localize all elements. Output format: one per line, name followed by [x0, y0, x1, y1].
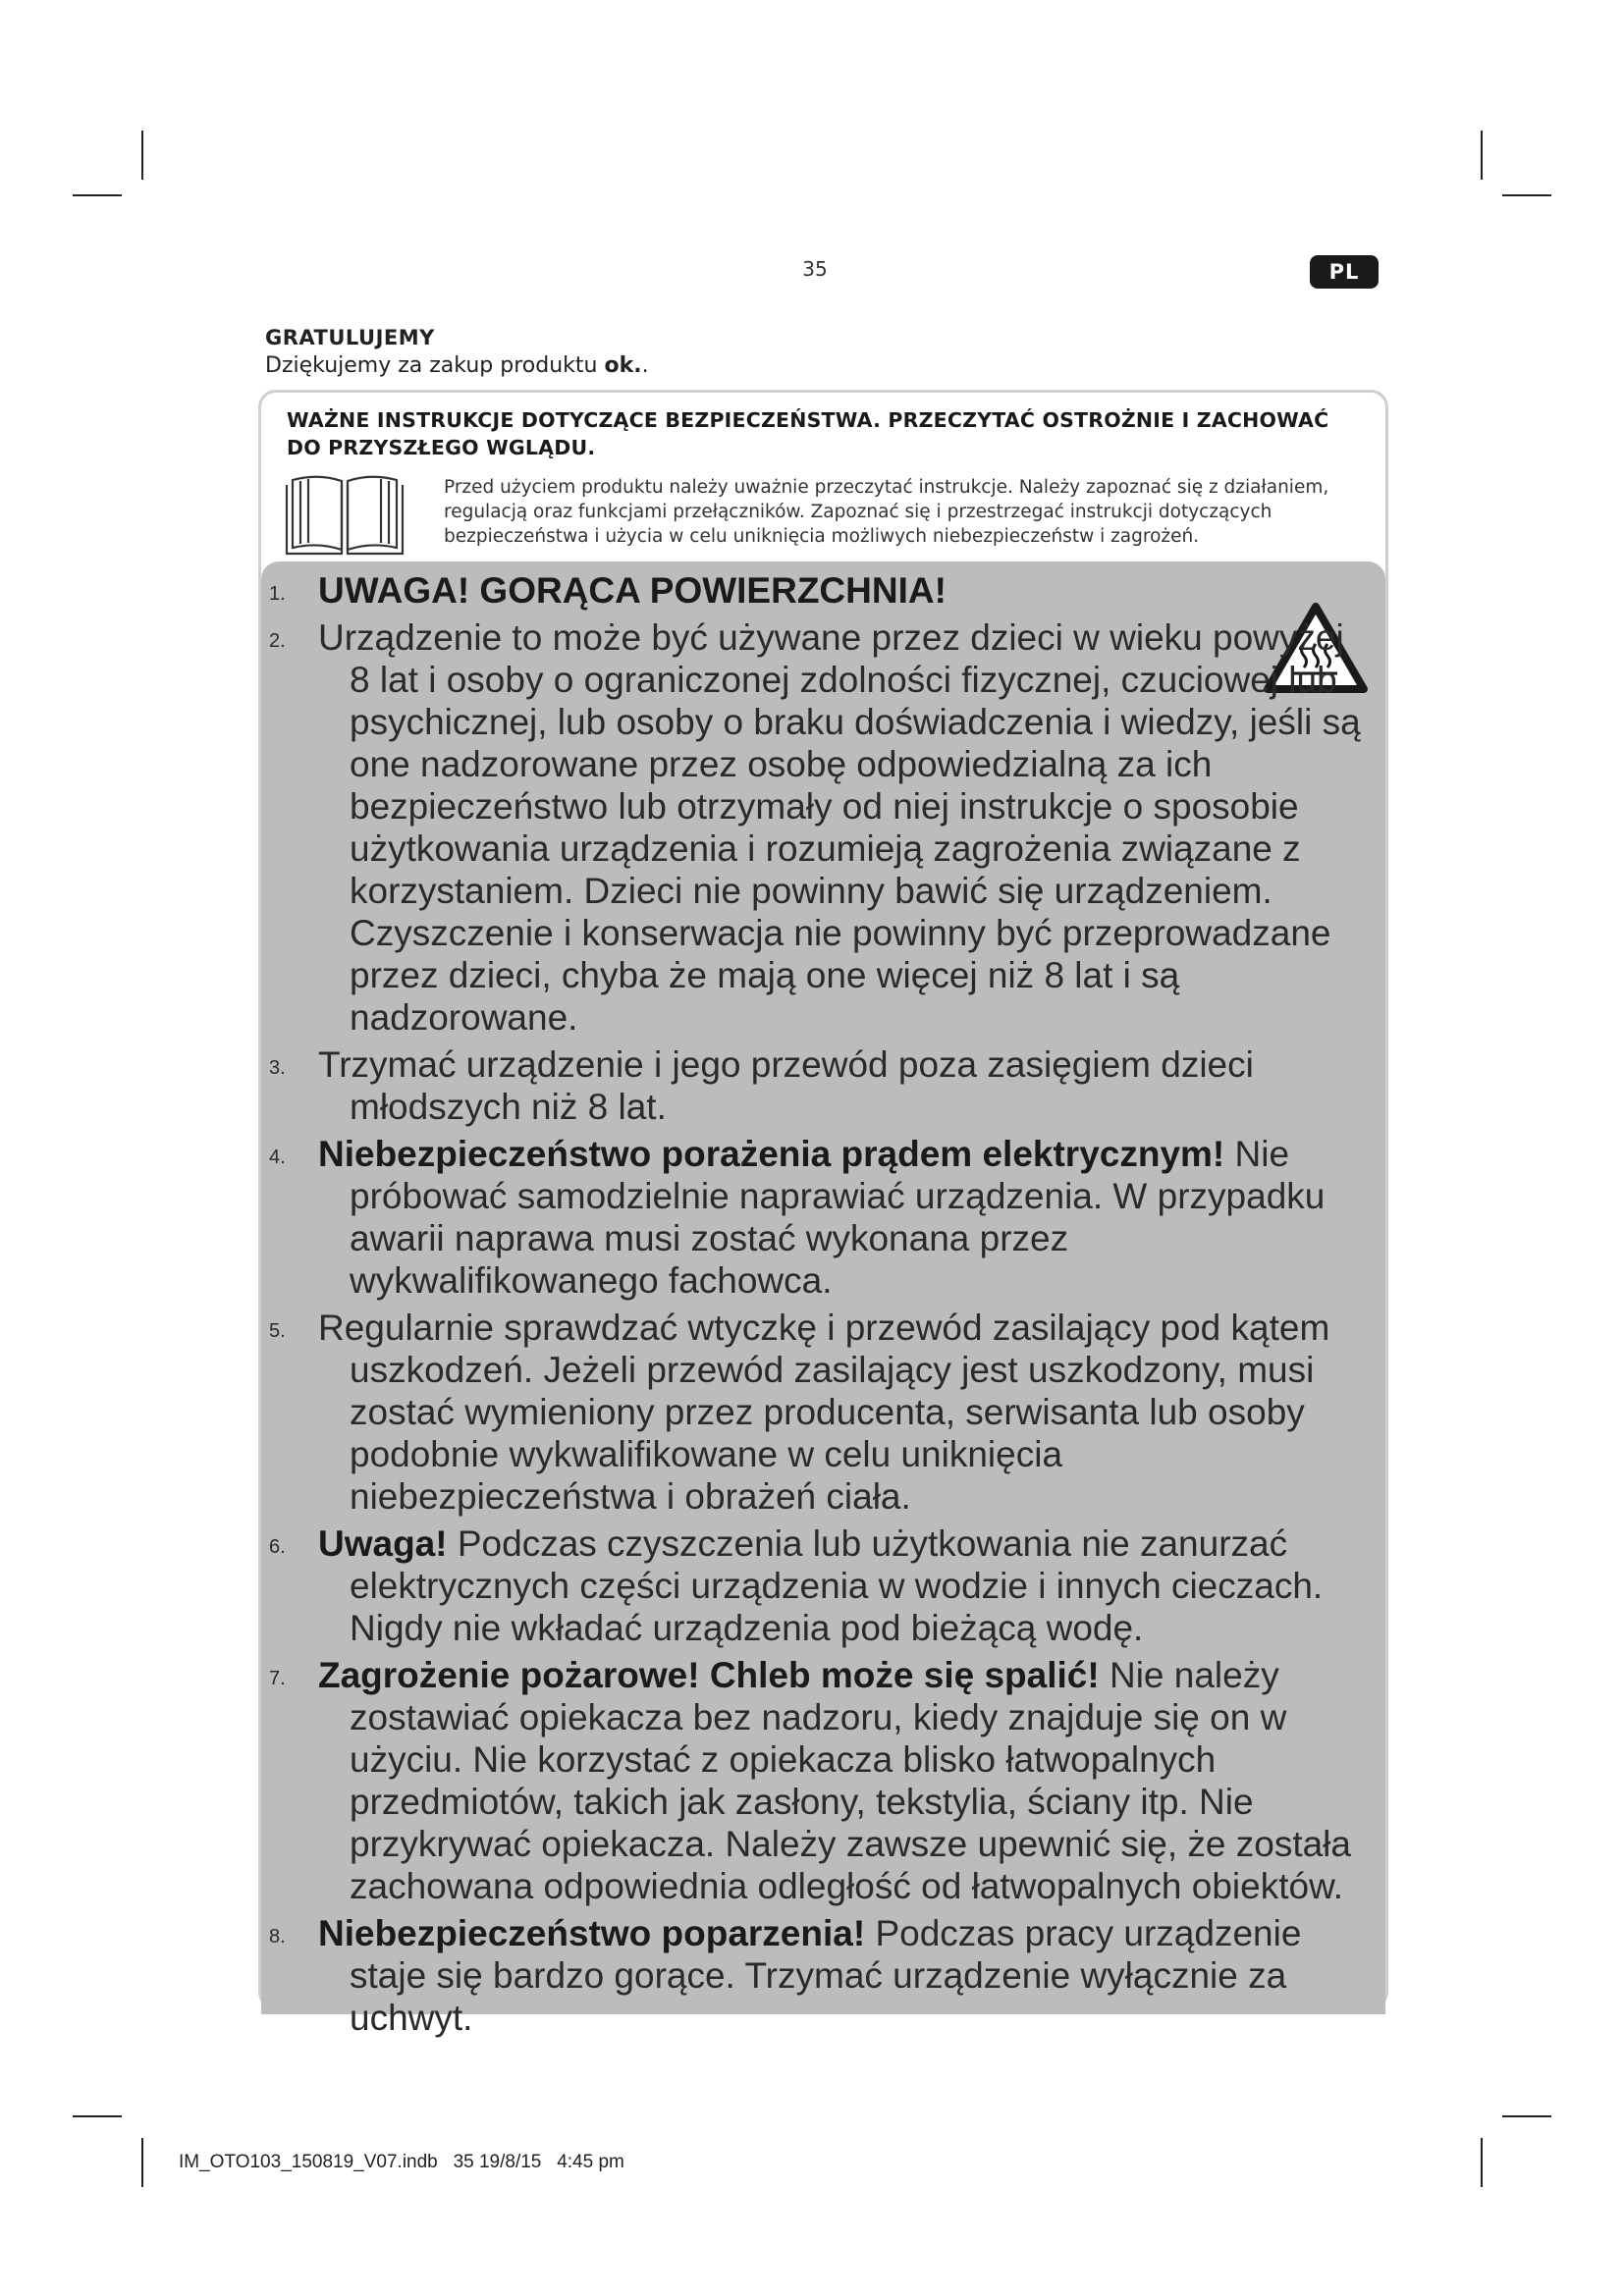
item-number: 6. [269, 1536, 286, 1558]
safety-intro [261, 393, 1385, 560]
congratulations-title: GRATULUJEMY [265, 326, 435, 349]
safety-instructions-box [258, 390, 1388, 2038]
page-number: 35 [802, 257, 828, 281]
item-heading: UWAGA! GORĄCA POWIERZCHNIA! [318, 570, 947, 611]
item-number: 3. [269, 1057, 286, 1079]
list-item [261, 1522, 1378, 1649]
list-item [261, 1307, 1378, 1518]
list-item [261, 616, 1378, 1039]
crop-mark [73, 2115, 122, 2117]
congratulations-section [265, 324, 1384, 381]
thank-you-text [265, 351, 1384, 381]
item-heading: Niebezpieczeństwo porażenia prądem elektrycznym! [318, 1134, 1225, 1174]
brand-name: ok. [604, 353, 642, 378]
item-text: Nie próbować samodzielnie naprawiać urządzenia. W przypadku awarii naprawa musi zostać wykonana przez wykwalifikowanego fachowca. [350, 1134, 1326, 1301]
item-text: Regularnie sprawdzać wtyczkę i przewód zasilający pod kątem uszkodzeń. Jeżeli przewód zasilający jest uszkodzony, musi zostać wymieniony przez producenta, serwisanta lub osoby podobnie wykwalifikowane w celu uniknięcia niebezpieczeństwa i obrażeń ciała. [318, 1308, 1330, 1517]
item-number: 8. [269, 1926, 286, 1948]
crop-mark [1502, 194, 1551, 196]
thank-you-prefix: Dziękujemy za zakup produktu [265, 353, 605, 378]
item-text: Podczas pracy urządzenie staje się bardzo gorące. Trzymać urządzenie wyłącznie za uchwyt. [350, 1913, 1302, 2038]
item-heading: Niebezpieczeństwo poparzenia! [318, 1913, 866, 1953]
crop-mark [1481, 2138, 1483, 2187]
item-text: Trzymać urządzenie i jego przewód poza zasięgiem dzieci młodszych niż 8 lat. [318, 1044, 1254, 1127]
item-number: 2. [269, 630, 286, 652]
item-text: Nie należy zostawiać opiekacza bez nadzoru, kiedy znajduje się on w użyciu. Nie korzystać z opiekacza blisko łatwopalnych przedmiotów, takich jak zasłony, tekstylia, ściany itp. Nie przykrywać opiekacza. Należy zawsze upewnić się, że została zachowana odpowiednia odległość od łatwopalnych obiektów. [350, 1655, 1351, 1906]
item-heading: Zagrożenie pożarowe! Chleb może się spalić! [318, 1655, 1100, 1695]
item-text: Podczas czyszczenia lub użytkowania nie zanurzać elektrycznych części urządzenia w wodzie i innych cieczach. Nigdy nie wkładać urządzenia pod bieżącą wodę. [350, 1523, 1324, 1648]
item-number: 5. [269, 1320, 286, 1342]
list-item [261, 1912, 1378, 2039]
item-text: Urządzenie to może być używane przez dzieci w wieku powyżej 8 lat i osoby o ograniczonej zdolności fizycznej, czuciowej lub psychicznej, lub osoby o braku doświadczenia i wiedzy, jeśli są one nadzorowane przez osobę odpowiedzialną za ich bezpieczeństwo lub otrzymały od niej instrukcje o sposobie użytkowania urządzenia i rozumieją zagrożenia związane z korzystaniem. Dzieci nie powinny bawić się urządzeniem. Czyszczenie i konserwacja nie powinny być przeprowadzane przez dzieci, chyba że mają one więcej niż 8 lat i są nadzorowane. [318, 617, 1361, 1038]
safety-intro-text: Przed użyciem produktu należy uważnie przeczytać instrukcje. Należy zapoznać się z działaniem, regulacją oraz funkcjami przełączników. Zapoznać się i przestrzegać instrukcji dotyczących bezpieczeństwa i użycia w celu uniknięcia możliwych niebezpieczeństw i zagrożeń. [444, 477, 1329, 547]
crop-mark [141, 131, 143, 180]
open-book-icon [283, 471, 406, 556]
print-slug: IM_OTO103_150819_V07.indb 35 19/8/15 4:45 pm [179, 2152, 624, 2172]
list-item [261, 1043, 1378, 1128]
crop-mark [1502, 2115, 1551, 2117]
thank-you-suffix: . [641, 353, 649, 378]
crop-mark [141, 2138, 143, 2187]
crop-mark [1481, 131, 1483, 180]
safety-items-list [261, 561, 1378, 2039]
list-item [261, 569, 1378, 612]
list-item [261, 1133, 1378, 1302]
list-item [261, 1654, 1378, 1907]
item-heading: Uwaga! [318, 1523, 448, 1564]
item-number: 1. [269, 583, 286, 605]
item-number: 7. [269, 1668, 286, 1689]
item-number: 4. [269, 1147, 286, 1168]
language-badge: PL [1310, 255, 1379, 289]
safety-title: WAŻNE INSTRUKCJE DOTYCZĄCE BEZPIECZEŃSTWA. PRZECZYTAĆ OSTROŻNIE I ZACHOWAĆ DO PRZYSZŁEGO WGLĄDU. [287, 408, 1329, 459]
warnings-panel [261, 561, 1385, 2038]
crop-mark [73, 194, 122, 196]
